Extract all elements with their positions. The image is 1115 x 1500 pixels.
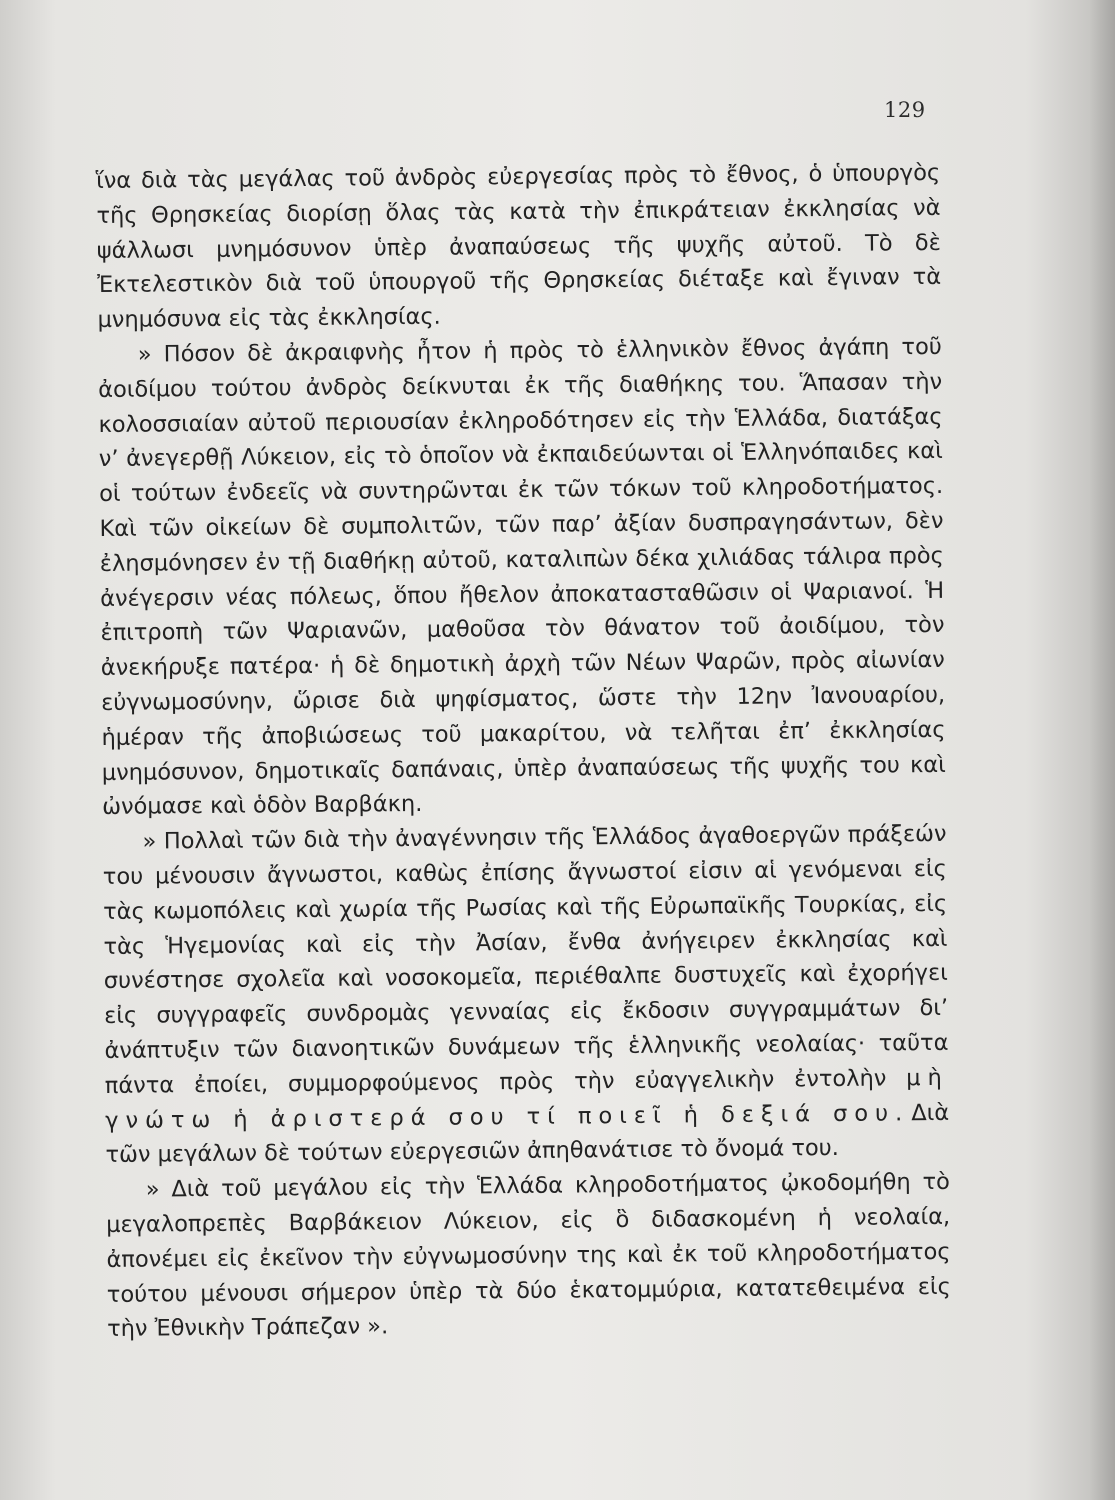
- paragraph-3-text-before: » Πολλαὶ τῶν διὰ τὴν ἀναγέννησιν τῆς Ἑλλάδος ἀγαθοεργῶν πράξεών του μένουσιν ἄγνωστοι, καθὼς ἐπίσης ἄγνωστοί εἰσιν αἱ γενόμεναι εἰς τὰς κωμοπόλεις καὶ χωρία τῆς Ρωσίας καὶ τῆς Εὐρωπαϊκῆς Τουρκίας, εἰς τὰς Ἡγεμονίας καὶ εἰς τὴν Ἀσίαν, ἔνθα ἀνήγειρεν ἐκκλησίας καὶ συνέστησε σχολεῖα καὶ νοσοκομεῖα, περιέθαλπε δυστυχεῖς καὶ ἐχορήγει εἰς συγγραφεῖς συνδρομὰς γενναίας εἰς ἔκδοσιν συγγραμμάτων δι’ ἀνάπτυξιν τῶν διανοητικῶν δυνάμεων τῆς ἑλληνικῆς νεολαίας· ταῦτα πάντα ἐποίει, συμμορφούμενος πρὸς τὴν εὐαγγελικὴν ἐντολὴν: [102, 821, 949, 1099]
- page-number: 129: [884, 98, 926, 122]
- paragraph-4: » Διὰ τοῦ μεγάλου εἰς τὴν Ἑλλάδα κληροδοτήματος ᾠκοδομήθη τὸ μεγαλοπρεπὲς Βαρβάκειον Λύκειον, εἰς ὃ διδασκομένη ἡ νεολαία, ἀπονέμει εἰς ἐκεῖνον τὴν εὐγνωμοσύνην της καὶ ἐκ τοῦ κληροδοτήματος τούτου μένουσι σήμερον ὑπὲρ τὰ δύο ἑκατομμύρια, κατατεθειμένα εἰς τὴν Ἐθνικὴν Τράπεζαν ».: [106, 1168, 951, 1343]
- body-text: [96, 156, 951, 1347]
- paragraph-3: [102, 817, 949, 1173]
- paragraph-2: » Πόσον δὲ ἀκραιφνὴς ἦτον ἡ πρὸς τὸ ἑλληνικὸν ἔθνος ἀγάπη τοῦ ἀοιδίμου τούτου ἀνδρὸς δείκνυται ἐκ τῆς διαθήκης του. Ἅπασαν τὴν κολοσσιαίαν αὐτοῦ περιουσίαν ἐκληροδότησεν εἰς τὴν Ἑλλάδα, διατάξας ν’ ἀνεγερθῇ Λύκειον, εἰς τὸ ὁποῖον νὰ ἐκπαιδεύωνται οἱ Ἑλληνόπαιδες καὶ οἱ τούτων ἐνδεεῖς νὰ συντηρῶνται ἐκ τῶν τόκων τοῦ κληροδοτήματος. Καὶ τῶν οἰκείων δὲ συμπολιτῶν, τῶν παρ’ ἀξίαν δυσπραγησάντων, δὲν ἐλησμόνησεν ἐν τῇ διαθήκῃ αὐτοῦ, καταλιπὼν δέκα χιλιάδας τάλιρα πρὸς ἀνέγερσιν νέας πόλεως, ὅπου ἤθελον ἀποκατασταθῶσιν οἱ Ψαριανοί. Ἡ ἐπιτροπὴ τῶν Ψαριανῶν, μαθοῦσα τὸν θάνατον τοῦ ἀοιδίμου, τὸν ἀνεκήρυξε πατέρα· ἡ δὲ δημοτικὴ ἀρχὴ τῶν Νέων Ψαρῶν, πρὸς αἰωνίαν εὐγνωμοσύνην, ὥρισε διὰ ψηφίσματος, ὥστε τὴν 12ην Ἰανουαρίου, ἡμέραν τῆς ἀποβιώσεως τοῦ μακαρίτου, νὰ τελῆται ἐπ’ ἐκκλησίας μνημόσυνον, δημοτικαῖς δαπάναις, ὑπὲρ ἀναπαύσεως τῆς ψυχῆς του καὶ ὠνόμασε καὶ ὁδὸν Βαρβάκη.: [98, 333, 946, 821]
- paragraph-1: ἵνα διὰ τὰς μεγάλας τοῦ ἀνδρὸς εὐεργεσίας πρὸς τὸ ἔθνος, ὁ ὑπουργὸς τῆς Θρησκείας διορίσῃ ὅλας τὰς κατὰ τὴν ἐπικράτειαν ἐκκλησίας νὰ ψάλλωσι μνημόσυνον ὑπὲρ ἀναπαύσεως τῆς ψυχῆς αὐτοῦ. Τὸ δὲ Ἐκτελεστικὸν διὰ τοῦ ὑπουργοῦ τῆς Θρησκείας διέταξε καὶ ἔγιναν τὰ μνημόσυνα εἰς τὰς ἐκκλησίας.: [96, 159, 942, 334]
- page-edge-shadow: [1089, 0, 1115, 1500]
- paragraph-3-text-after: . Διὰ τῶν μεγάλων δὲ τούτων εὐεργεσιῶν ἀπηθανάτισε τὸ ὄνομά του.: [105, 1099, 950, 1169]
- gospel-quote: μὴ γνώτω ἡ ἀριστερά σου τί ποιεῖ ἡ δεξιά σου: [105, 1064, 949, 1134]
